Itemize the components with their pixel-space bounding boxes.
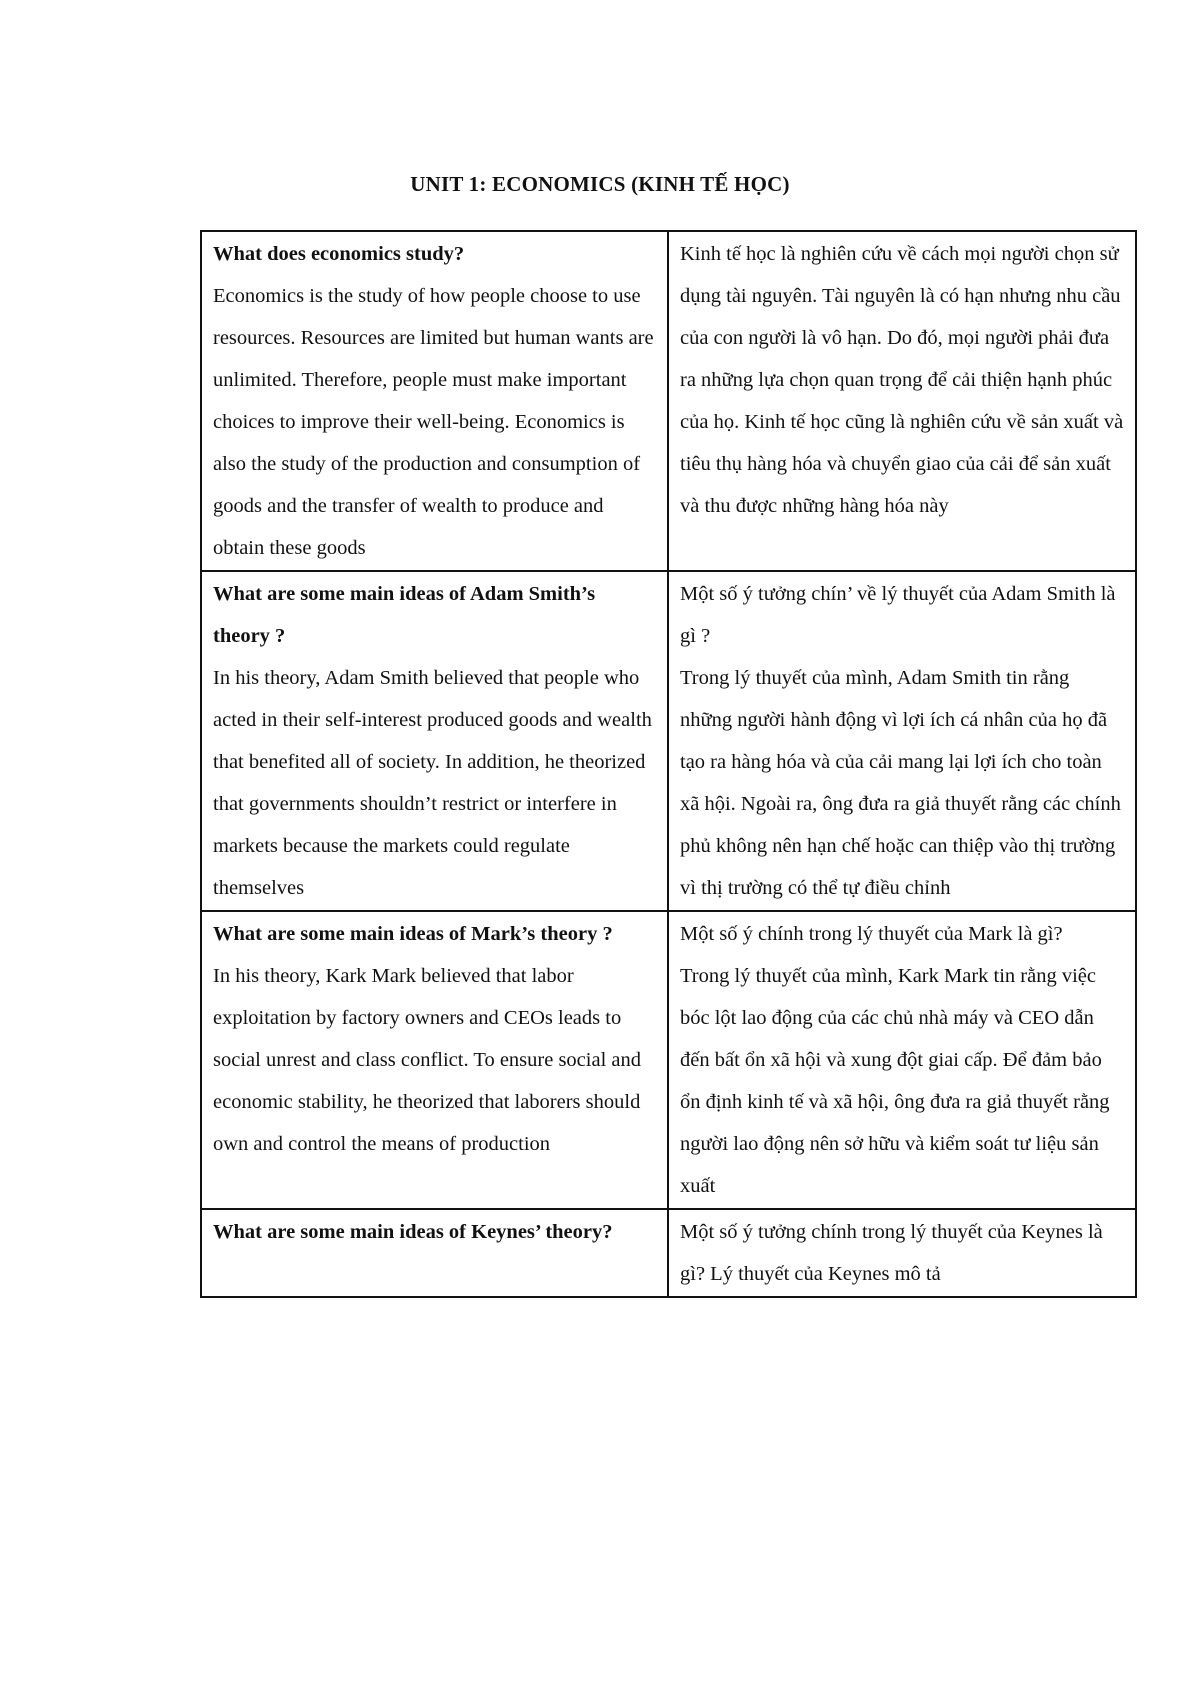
english-cell xyxy=(201,911,668,1209)
document-title: UNIT 1: ECONOMICS (KINH TẾ HỌC) xyxy=(410,172,790,196)
question-text: What does economics study? xyxy=(213,243,465,265)
vietnamese-cell xyxy=(668,231,1136,571)
vietnamese-cell xyxy=(668,571,1136,911)
vietnamese-cell xyxy=(668,911,1136,1209)
translation-text: Một số ý tưởng chính trong lý thuyết của Keynes là gì? Lý thuyết của Keynes mô tả xyxy=(680,1221,1103,1285)
table-row xyxy=(201,571,1136,911)
translated-question: Một số ý tưởng chín’ về lý thuyết của Adam Smith là gì ? xyxy=(680,583,1116,647)
question-text: What are some main ideas of Keynes’ theory? xyxy=(213,1221,613,1243)
english-cell xyxy=(201,231,668,571)
translation-text: Kinh tế học là nghiên cứu về cách mọi người chọn sử dụng tài nguyên. Tài nguyên là có hạn nhưng nhu cầu của con người là vô hạn. Do đó, mọi người phải đưa ra những lựa chọn quan trọng để cải thiện hạnh phúc của họ. Kinh tế học cũng là nghiên cứu về sản xuất và tiêu thụ hàng hóa và chuyển giao của cải để sản xuất và thu được những hàng hóa này xyxy=(680,243,1124,517)
question-text: What are some main ideas of Adam Smith’s theory ? xyxy=(213,583,596,647)
table-row xyxy=(201,1209,1136,1297)
table-row xyxy=(201,911,1136,1209)
translated-answer: Trong lý thuyết của mình, Adam Smith tin rằng những người hành động vì lợi ích cá nhân của họ đã tạo ra hàng hóa và của cải mang lại lợi ích cho toàn xã hội. Ngoài ra, ông đưa ra giả thuyết rằng các chính phủ không nên hạn chế hoặc can thiệp vào thị trường vì thị trường có thể tự điều chỉnh xyxy=(680,667,1121,899)
english-cell xyxy=(201,571,668,911)
answer-text: In his theory, Kark Mark believed that labor exploitation by factory owners and CEOs leads to social unrest and class conflict. To ensure social and economic stability, he theorized that laborers should own and control the means of production xyxy=(213,965,641,1155)
translated-answer: Trong lý thuyết của mình, Kark Mark tin rằng việc bóc lột lao động của các chủ nhà máy và CEO dẫn đến bất ổn xã hội và xung đột giai cấp. Để đảm bảo ổn định kinh tế và xã hội, ông đưa ra giả thuyết rằng người lao động nên sở hữu và kiểm soát tư liệu sản xuất xyxy=(680,965,1110,1197)
translated-question: Một số ý chính trong lý thuyết của Mark là gì? xyxy=(680,923,1063,945)
qa-table xyxy=(200,230,1137,1298)
vietnamese-cell xyxy=(668,1209,1136,1297)
table-row xyxy=(201,231,1136,571)
question-text: What are some main ideas of Mark’s theory ? xyxy=(213,923,613,945)
english-cell xyxy=(201,1209,668,1297)
answer-text: In his theory, Adam Smith believed that people who acted in their self-interest produced goods and wealth that benefited all of society. In addition, he theorized that governments shouldn’t restrict or interfere in markets because the markets could regulate themselves xyxy=(213,667,652,899)
answer-text: Economics is the study of how people choose to use resources. Resources are limited but human wants are unlimited. Therefore, people must make important choices to improve their well-being. Economics is also the study of the production and consumption of goods and the transfer of wealth to produce and obtain these goods xyxy=(213,285,654,559)
